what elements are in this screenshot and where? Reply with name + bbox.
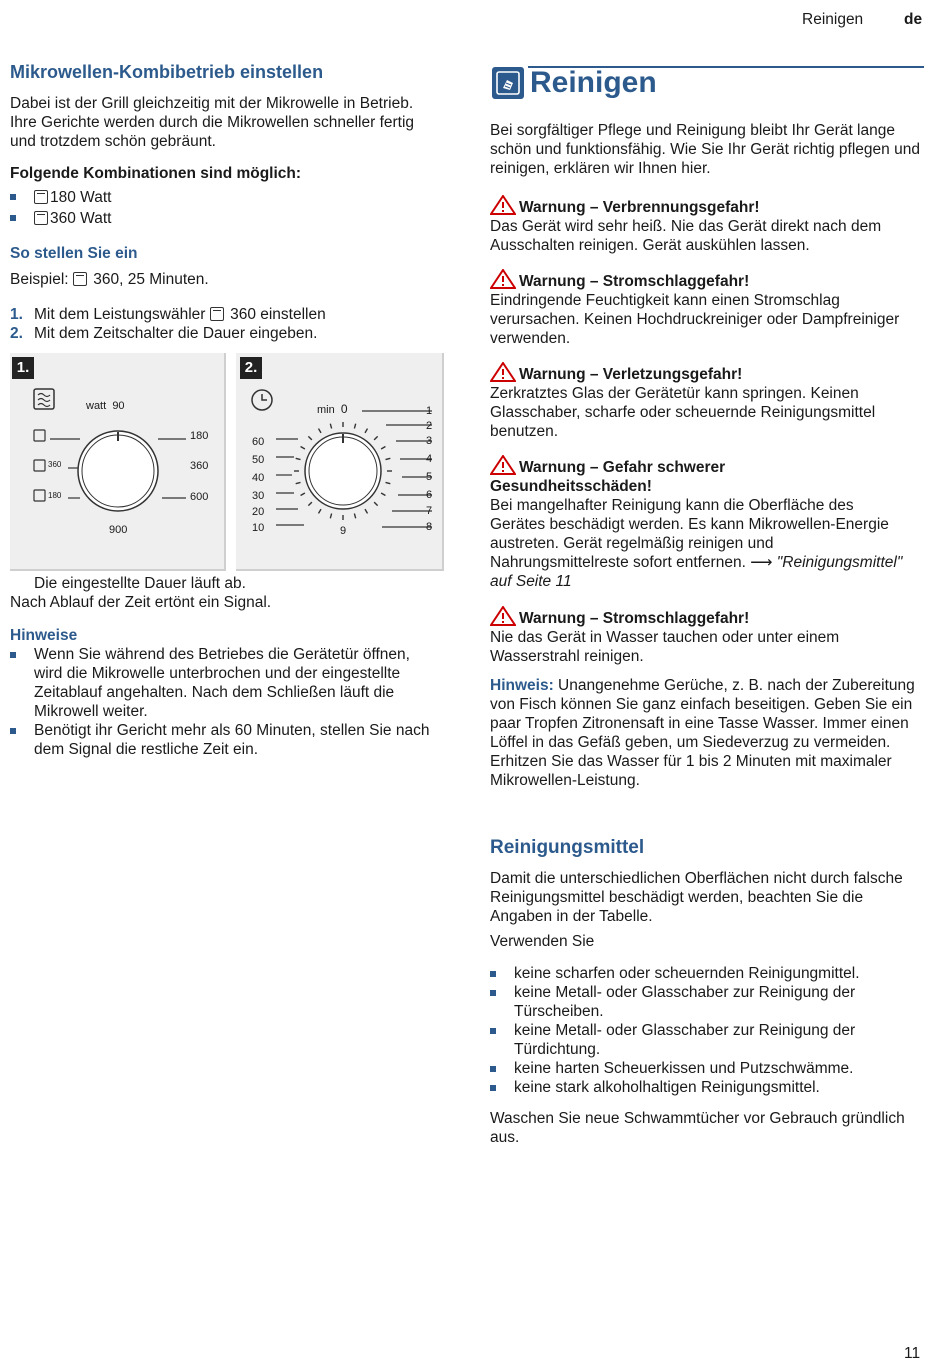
- microwave-grill-icon: [34, 211, 48, 225]
- power-icon-label: 360: [48, 460, 62, 469]
- watt-value: 900: [109, 524, 128, 536]
- timer-tick: [365, 509, 368, 513]
- step-2: 2. Mit dem Zeitschalter die Dauer eingeben.: [10, 325, 318, 342]
- timer-tick: [330, 424, 331, 429]
- power-icon-label: 180: [48, 491, 62, 500]
- timer-tick: [354, 424, 355, 429]
- warning-icon: [490, 195, 516, 215]
- hint-block: Hinweis: Unangenehme Gerüche, z. B. nach der Zubereitung von Fisch können Sie ganz einfach beseitigen. Geben Sie ein paar Tropfen Zitronensaft in eine Tasse Wasser. Immer einen Löffel in das Gefäß geben, um Siedeverzug zu vermeiden. Erhitzen Sie das Wasser für 1 bis 2 Minuten mit maximaler Mikrowellen-Leistung.: [490, 677, 915, 789]
- instruction-figure: [10, 353, 442, 571]
- arrow-icon: ⟶: [750, 554, 773, 571]
- microwave-grill-icon: [210, 307, 224, 321]
- timer-tick: [330, 514, 331, 519]
- left-title: Mikrowellen-Kombibetrieb einstellen: [10, 62, 324, 82]
- warning-icon: [490, 606, 516, 626]
- list-item: keine stark alkoholhaltigen Reinigungsmittel.: [490, 1078, 920, 1097]
- list-item: keine Metall- oder Glasschaber zur Reinigung der Türdichtung.: [490, 1021, 920, 1059]
- timer-tick: [308, 436, 312, 440]
- cleaning-icon: [491, 66, 525, 100]
- use-label: Verwenden Sie: [490, 933, 595, 950]
- timer-tick: [296, 458, 301, 459]
- combo-item: 360 Watt: [10, 208, 430, 229]
- warning-injury: Warnung – Verletzungsgefahr! Zerkratztes Glas der Gerätetür kann springen. Keinen Glasschaber, scharfe oder scheuernde Reinigungsmittel benutzen.: [490, 362, 920, 441]
- right-intro: Bei sorgfältiger Pflege und Reinigung bleibt Ihr Gerät lange schön und funktionsfähig. Wie Sie Ihr Gerät richtig pflegen und reinigen, erklären wir Ihnen hier.: [490, 122, 920, 177]
- timer-tick: [319, 509, 322, 513]
- warning-icon: [490, 269, 516, 289]
- timer-tick: [386, 482, 391, 483]
- note-item: Wenn Sie während des Betriebes die Gerätetür öffnen, wird die Mikrowelle unterbrochen und der eingestellte Zeitablauf angehalten. Nach dem Schließen läuft die Mikrowell weiter.: [10, 645, 440, 721]
- warning-icon: [490, 455, 516, 475]
- warning-shock-1: Warnung – Stromschlaggefahr! Eindringende Feuchtigkeit kann einen Stromschlag verursachen. Keinen Hochdruckreiniger oder Dampfreiniger verwenden.: [490, 269, 920, 348]
- microwave-mode-icon: [34, 389, 54, 409]
- timer-dial-drawing: [236, 353, 442, 569]
- timer-tick: [374, 436, 378, 440]
- list-item: keine Metall- oder Glasschaber zur Reinigung der Türscheiben.: [490, 983, 920, 1021]
- timer-right-scale: 1 2 3 4 5 6 7 8: [426, 405, 433, 533]
- combos-heading: Folgende Kombinationen sind möglich:: [10, 165, 302, 182]
- header-lang: de: [904, 11, 923, 28]
- timer-tick: [296, 482, 301, 483]
- timer-tick: [301, 493, 305, 496]
- combo-item: 180 Watt: [10, 187, 430, 208]
- reinigen-title: Reinigen: [530, 66, 657, 99]
- watt-value: 180: [190, 430, 209, 442]
- note-item: Benötigt ihr Gericht mehr als 60 Minuten, stellen Sie nach dem Signal die restliche Zeit ein.: [10, 721, 440, 759]
- list-item: keine harten Scheuerkissen und Putzschwämme.: [490, 1059, 920, 1078]
- agents-intro: Damit die unterschiedlichen Oberflächen nicht durch falsche Reinigungsmittel beschädigt werden, beachten Sie die Angaben in der Tabelle.: [490, 870, 903, 925]
- warning-burn: Warnung – Verbrennungsgefahr! Das Gerät wird sehr heiß. Nie das Gerät direkt nach dem Ausschalten reinigen. Gerät auskühlen lassen.: [490, 195, 920, 255]
- header-section: Reinigen: [802, 11, 864, 28]
- power-dial: [78, 431, 158, 511]
- agents-list: [490, 964, 920, 1097]
- agents-heading: Reinigungsmittel: [490, 837, 645, 858]
- left-intro: Dabei ist der Grill gleichzeitig mit der Mikrowelle in Betrieb. Ihre Gerichte werden durch die Mikrowellen schneller fertig und trotzdem schön gebräunt.: [10, 95, 415, 150]
- step-1: 1. Mit dem Leistungswähler 360 einstellen: [10, 306, 326, 323]
- closing-text: Waschen Sie neue Schwammtücher vor Gebrauch gründlich aus.: [490, 1110, 905, 1146]
- warning-health: Warnung – Gefahr schwerer Gesundheitsschäden! Bei mangelhafter Reinigung kann die Oberfläche des Gerätes beschädigt werden. Es kann Mikrowellen-Energie austreten. Gerät regelmäßig reinigen und Nahrungsmittelreste sofort entfernen. ⟶ "Reinigungsmittel" auf Seite 11: [490, 455, 920, 591]
- grill-180-icon: [34, 490, 45, 501]
- step-1-marker: 1.: [12, 357, 34, 379]
- page-number: 11: [904, 1345, 921, 1362]
- timer-value: 9: [340, 525, 347, 537]
- timer-tick: [381, 493, 385, 496]
- microwave-grill-icon: [34, 190, 48, 204]
- after-step-1: Die eingestellte Dauer läuft ab.: [34, 575, 246, 592]
- howto-heading: So stellen Sie ein: [10, 245, 138, 262]
- timer-tick: [308, 502, 312, 506]
- timer-tick: [301, 447, 305, 450]
- notes-list: [10, 645, 440, 759]
- watt-value: 600: [190, 491, 209, 503]
- after-step-2: Nach Ablauf der Zeit ertönt ein Signal.: [10, 594, 272, 611]
- step-2-marker: 2.: [240, 357, 262, 379]
- timer-left-scale: 60 50 40 30 20 10: [252, 436, 265, 534]
- warning-icon: [490, 362, 516, 382]
- warning-shock-2: Warnung – Stromschlaggefahr! Nie das Gerät in Wasser tauchen oder unter einem Wasserstrahl reinigen.: [490, 606, 920, 666]
- microwave-grill-icon: [73, 272, 87, 286]
- min-label: min 0: [317, 402, 348, 416]
- timer-tick: [354, 514, 355, 519]
- grill-icon: [34, 430, 45, 441]
- watt-value: 360: [190, 460, 209, 472]
- timer-dial: [305, 433, 381, 509]
- example-line: Beispiel: 360, 25 Minuten.: [10, 271, 209, 288]
- timer-tick: [374, 502, 378, 506]
- watt-label: watt 90: [86, 400, 125, 412]
- timer-tick: [386, 458, 391, 459]
- timer-tick: [365, 429, 368, 433]
- page-reference-link[interactable]: "Reinigungsmittel" auf Seite 11: [490, 554, 903, 590]
- timer-tick: [319, 429, 322, 433]
- grill-360-icon: [34, 460, 45, 471]
- timer-tick: [381, 447, 385, 450]
- clock-icon: [252, 390, 272, 410]
- list-item: keine scharfen oder scheuernden Reinigungmittel.: [490, 964, 920, 983]
- combos-list: [10, 187, 430, 229]
- notes-heading: Hinweise: [10, 627, 78, 644]
